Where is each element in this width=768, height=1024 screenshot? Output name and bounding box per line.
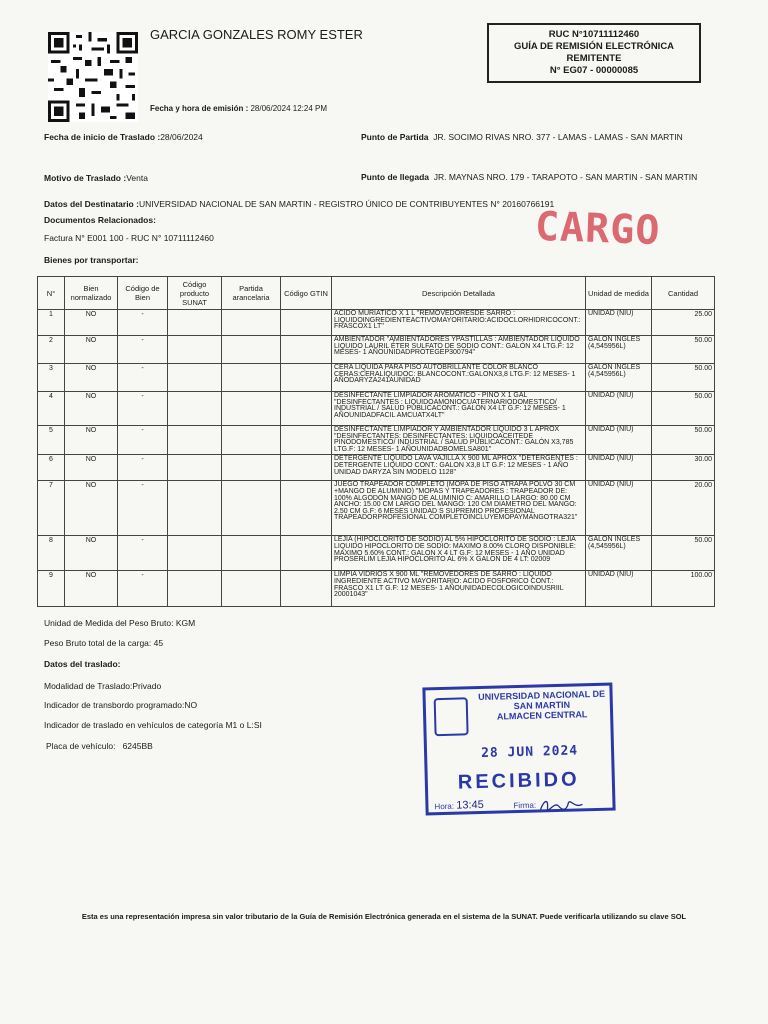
cell-code: - <box>118 426 168 455</box>
cell-sunat <box>168 536 222 571</box>
table-row <box>38 364 715 392</box>
cell-sunat <box>168 426 222 455</box>
origin-point: Punto de Partida JR. SOCIMO RIVAS NRO. 377 - LAMAS - LAMAS - SAN MARTIN <box>361 132 683 142</box>
cell-code: - <box>118 364 168 392</box>
cell-normalized: NO <box>65 364 118 392</box>
cell-description: DETERGENTE LIQUIDO LAVA VAJILLA X 900 ML APROX "DETERGENTES : DETERGENTE LIQUIDO CONT.: GALON X3,8 LT G.F: 12 MESES - 1 AÑO UNIDAD DARYZA SIN MODELO 1128" <box>332 455 586 481</box>
cell-description: LIMPIA VIDRIOS X 900 ML "REMOVEDORES DE SARRO : LIQUIDO INGREDIENTE ACTIVO MAYORITARIO: ACIDO FOSFORICO CONT.: FRASCO X1 LT G.F: 12 MESES- 1 AÑOUNIDADECOLOGICOINDUSRIIL 20001043" <box>332 571 586 607</box>
cell-normalized: NO <box>65 392 118 426</box>
table-row <box>38 481 715 536</box>
table-row <box>38 310 715 336</box>
cell-tariff <box>222 455 281 481</box>
cell-tariff <box>222 426 281 455</box>
destination-point: Punto de llegada JR. MAYNAS NRO. 179 - TARAPOTO - SAN MARTIN - SAN MARTIN <box>361 172 698 182</box>
col-header: Descripción Detallada <box>332 277 586 310</box>
cell-gtin <box>281 455 332 481</box>
signature-icon <box>538 796 584 813</box>
cell-tariff <box>222 364 281 392</box>
ruc-box <box>487 23 701 83</box>
cell-quantity: 20.00 <box>652 481 715 536</box>
col-header: Unidad de medida <box>586 277 652 310</box>
cell-normalized: NO <box>65 426 118 455</box>
transshipment-indicator: Indicador de transbordo programado:NO <box>44 700 198 710</box>
cell-unit: UNIDAD (NIU) <box>586 310 652 336</box>
stamp-hour: Hora: 13:45 <box>434 798 484 812</box>
cell-number: 5 <box>38 426 65 455</box>
cell-tariff <box>222 571 281 607</box>
cell-sunat <box>168 336 222 364</box>
cell-unit: UNIDAD (NIU) <box>586 426 652 455</box>
footer-note: Esta es una representación impresa sin valor tributario de la Guía de Remisión Electrónica generada en el sistema de la SUNAT. Puede verificarla utilizando su clave SOL <box>81 912 687 921</box>
cell-code: - <box>118 571 168 607</box>
goods-label: Bienes por transportar: <box>44 255 139 265</box>
stamp-date: 28 JUN 2024 <box>480 743 579 761</box>
received-stamp <box>422 683 615 816</box>
cell-gtin <box>281 481 332 536</box>
cell-number: 2 <box>38 336 65 364</box>
cell-tariff <box>222 392 281 426</box>
qr-code <box>48 32 138 122</box>
cell-tariff <box>222 310 281 336</box>
cell-code: - <box>118 455 168 481</box>
col-header: Partida arancelaria <box>222 277 281 310</box>
cargo-stamp: CARGO <box>534 203 662 255</box>
cell-quantity: 50.00 <box>652 536 715 571</box>
cell-number: 1 <box>38 310 65 336</box>
cell-unit: GALON INGLES (4,545956L) <box>586 536 652 571</box>
cell-quantity: 30.00 <box>652 455 715 481</box>
table-row <box>38 426 715 455</box>
cell-sunat <box>168 571 222 607</box>
table-row <box>38 536 715 571</box>
cell-code: - <box>118 481 168 536</box>
col-header: Código GTIN <box>281 277 332 310</box>
cell-normalized: NO <box>65 571 118 607</box>
cell-description: AMBIENTADOR "AMBIENTADORES YPASTILLAS : AMBIENTADOR LIQUIDO LIQUIDO LAURIL ÉTER SULFATO DE SODIO CONT.: GALÓN X4 LTG.F: 12 MESES- 1 AÑOUNIDADPROTEGEP300794" <box>332 336 586 364</box>
col-header: N° <box>38 277 65 310</box>
col-header: Código de Bien <box>118 277 168 310</box>
cell-normalized: NO <box>65 455 118 481</box>
cell-number: 4 <box>38 392 65 426</box>
cell-unit: GALON INGLES (4,545956L) <box>586 336 652 364</box>
cell-sunat <box>168 392 222 426</box>
doc-type: GUÍA DE REMISIÓN ELECTRÓNICA <box>513 41 675 52</box>
ruc-number: RUC N°10711112460 <box>548 29 640 40</box>
issuer-name: GARCIA GONZALES ROMY ESTER <box>150 27 363 42</box>
doc-subtype: REMITENTE <box>566 53 622 64</box>
related-docs-value: Factura N° E001 100 - RUC N° 10711112460 <box>44 233 214 243</box>
vehicle-plate: Placa de vehículo: 6245BB <box>46 741 153 751</box>
cell-number: 7 <box>38 481 65 536</box>
cell-gtin <box>281 310 332 336</box>
cell-quantity: 25.00 <box>652 310 715 336</box>
col-header: Bien normalizado <box>65 277 118 310</box>
cell-gtin <box>281 536 332 571</box>
cell-description: CERA LIQUIDA PARA PISO AUTOBRILLANTE COLOR BLANCO CERAS:CERALÍQUIDOC: BLANCOCONT.:GALONX3,8 LTG.F: 12 MESES- 1 AÑODARYZA241AUNIDAD <box>332 364 586 392</box>
cell-sunat <box>168 481 222 536</box>
cell-normalized: NO <box>65 336 118 364</box>
cell-normalized: NO <box>65 310 118 336</box>
stamp-received-word: RECIBIDO <box>457 768 580 794</box>
cell-gtin <box>281 426 332 455</box>
cell-unit: UNIDAD (NIU) <box>586 571 652 607</box>
cell-number: 9 <box>38 571 65 607</box>
cell-unit: UNIDAD (NIU) <box>586 392 652 426</box>
cell-code: - <box>118 310 168 336</box>
start-date: Fecha de inicio de Traslado :28/06/2024 <box>44 132 203 142</box>
cell-description: LEJIA (HIPOCLORITO DE SODIO) AL 5% HIPOCLORITO DE SODIO : LEJIA LIQUIDO HIPOCLORITO DE SODIO: MAXIMO 8.00% CLORO DISPONIBLE: MAXIMO 5.60% CONT.: GALON X 4 LT G.F: 12 MESES - 1 AÑO UNIDAD PROSERLIM LEJIA HIPOCLORITO AL 6% X GALON DE 4 LT: 02009 <box>332 536 586 571</box>
cell-tariff <box>222 336 281 364</box>
cell-description: ACIDO MURIATICO X 1 L "REMOVEDORESDE SARRO : LIQUIDOINGREDIENTEACTIVOMAYORITARIO:ACIDOCLORHIDRICOCONT.: FRASCOX1 LT" <box>332 310 586 336</box>
recipient: Datos del Destinatario :UNIVERSIDAD NACIONAL DE SAN MARTIN - REGISTRO ÚNICO DE CONTRIBUYENTES N° 20160766191 <box>44 199 555 209</box>
cell-unit: UNIDAD (NIU) <box>586 455 652 481</box>
table-row <box>38 336 715 364</box>
cell-code: - <box>118 336 168 364</box>
cell-normalized: NO <box>65 481 118 536</box>
emission-date: Fecha y hora de emisión : 28/06/2024 12:24 PM <box>150 104 327 113</box>
cell-description: JUEGO TRAPEADOR COMPLETO (MOPA DE PISO ATRAPA POLVO 30 CM +MANGO DE ALUMINIO) "MOPAS Y TRAPEADORES : TRAPEADOR DE: 100% ALGODÓN MANGO DE ALUMINIO C: AMARILLO LARGO: 80.00 CM ANCHO: 15.00 CM LARGO DEL MANGO: 120 CM DIAMETRO DEL MANGO: 2.50 CM G.F: 6 MESES UNIDAD S SUPREMIO PROFESIONAL TRAPEADORPROFESIONAL COMPLETOINCLUYEMOPAYMANGOTRA321" <box>332 481 586 536</box>
goods-table <box>37 276 715 607</box>
cell-gtin <box>281 336 332 364</box>
cell-quantity: 50.00 <box>652 364 715 392</box>
weight-total: Peso Bruto total de la carga: 45 <box>44 638 164 648</box>
cell-quantity: 50.00 <box>652 392 715 426</box>
stamp-signature: Firma: <box>513 796 584 814</box>
table-row <box>38 571 715 607</box>
table-row <box>38 455 715 481</box>
weight-unit: Unidad de Medida del Peso Bruto: KGM <box>44 618 196 628</box>
table-header-row <box>38 277 715 310</box>
cell-number: 8 <box>38 536 65 571</box>
cell-number: 6 <box>38 455 65 481</box>
cell-normalized: NO <box>65 536 118 571</box>
university-seal-icon <box>434 697 469 736</box>
cell-description: DESINFECTANTE LIMPIADOR Y AMBIENTADOR LIQUIDO 3 L APROX "DESINFECTANTES: DESINFECTANTES: LIQUIDOACEITEDE PINODOMESTICO/ INDUSTRIAL / SALUD PUBLICACONT.: GALÓN X3,785 LTG.F: 12 MESES- 1 AÑOUNIDADBOMELSA801" <box>332 426 586 455</box>
cell-number: 3 <box>38 364 65 392</box>
cell-quantity: 50.00 <box>652 426 715 455</box>
cell-code: - <box>118 536 168 571</box>
table-row <box>38 392 715 426</box>
vehicle-category-indicator: Indicador de traslado en vehículos de categoría M1 o L:SI <box>44 720 262 730</box>
cell-sunat <box>168 310 222 336</box>
cell-quantity: 50.00 <box>652 336 715 364</box>
cell-tariff <box>222 536 281 571</box>
col-header: Cantidad <box>652 277 715 310</box>
cell-description: DESINFECTANTE LIMPIADOR AROMATICO - PINO X 1 GAL "DESINFECTANTES : LIQUIDOAMONIOCUATERNARIODOMESTICO/ INDUSTRIAL / SALUD PUBLICACONT.: GALÓN X4 LT G.F: 12 MESES- 1 AÑOUNIDADFACIL AMCUATX4LT" <box>332 392 586 426</box>
cell-code: - <box>118 392 168 426</box>
shipping-title: Datos del traslado: <box>44 659 121 669</box>
cell-sunat <box>168 364 222 392</box>
cell-unit: UNIDAD (NIU) <box>586 481 652 536</box>
cell-tariff <box>222 481 281 536</box>
cell-gtin <box>281 392 332 426</box>
cell-sunat <box>168 455 222 481</box>
doc-number: N° EG07 - 00000085 <box>549 65 639 76</box>
cell-gtin <box>281 571 332 607</box>
shipping-mode: Modalidad de Traslado:Privado <box>44 681 162 691</box>
related-docs-label: Documentos Relacionados: <box>44 215 156 225</box>
transfer-reason: Motivo de Traslado :Venta <box>44 173 148 183</box>
col-header: Código producto SUNAT <box>168 277 222 310</box>
cell-quantity: 100.00 <box>652 571 715 607</box>
stamp-title: UNIVERSIDAD NACIONAL DE SAN MARTIN ALMACEN CENTRAL <box>478 688 606 722</box>
cell-gtin <box>281 364 332 392</box>
cell-unit: GALON INGLES (4,545956L) <box>586 364 652 392</box>
